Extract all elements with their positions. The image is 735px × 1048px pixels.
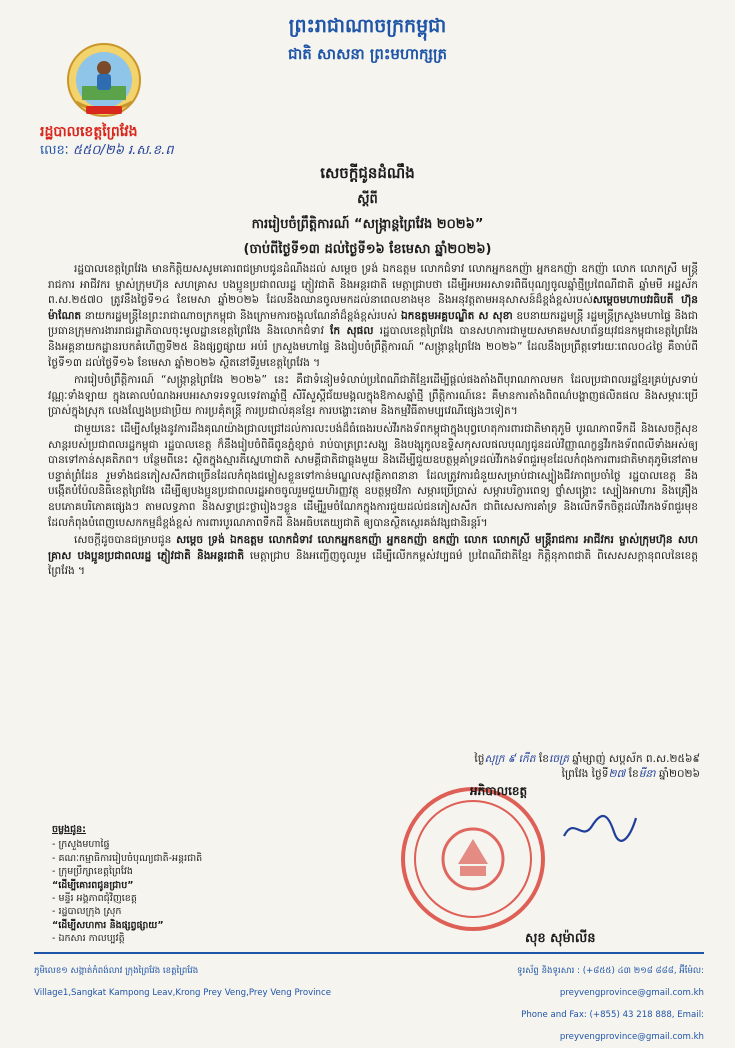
title-notice: សេចក្តីជូនដំណឹង — [320, 164, 415, 182]
cc-heading: ចម្លងជូន: — [52, 824, 86, 835]
solar-day: ២៧ — [608, 768, 626, 780]
date-block — [380, 752, 700, 782]
lunar-prefix: ថ្ងៃ — [474, 753, 485, 765]
cc-item: - គណៈកម្មាធិការរៀបចំបុណ្យជាតិ-អន្តរជាតិ — [52, 852, 203, 864]
document-body — [48, 262, 698, 582]
issuing-organization: រដ្ឋបាលខេត្តព្រៃវែង — [40, 124, 138, 140]
footer-contact — [400, 960, 704, 1048]
reference-prefix: លេខៈ — [40, 143, 69, 158]
p1-text-c: នាយករដ្ឋមន្ត្រីនៃព្រះរាជាណាចក្រកម្ពុជា និងក្រោមការចង្អុលណែនាំដ៏ខ្ពង់ខ្ពស់របស់ — [81, 309, 401, 322]
p1-text-e: ឧបនាយករដ្ឋមន្ត្រី រដ្ឋមន្ត្រីក្រសួងមហាផ្ទៃ និងជាប្រធានក្រុមការងាររាជរដ្ឋាភិបាលចុះមូលដ្ឋានខេត្តព្រៃវែង និងលោកជំទាវ — [48, 309, 698, 338]
reference-value: ៥៥០/២៦ រ.ស.ខ.ព — [72, 143, 174, 158]
reference-number — [40, 142, 173, 161]
solar-month-label: ខែ — [625, 768, 639, 780]
p1-text-a: រដ្ឋបាលខេត្តព្រៃវែង មានកិត្តិយសសូមគោរពជម្រាបជូនដំណឹងដល់ សម្តេច ទ្រង់ ឯកឧត្តម លោកជំទាវ លោកអ្នកឧកញ៉ា អ្នកឧកញ៉ា ឧកញ៉ា លោក លោកស្រី មន្ត្រីរាជការ អាជីវករ ម្ចាស់ក្រុមហ៊ុន សហគ្រាស បងប្អូនប្រជាពលរដ្ឋ ភ្ញៀវជាតិ និងអន្តរជាតិ មេត្តាជ្រាបថា ដើម្បីអបអរសាទរពិធីបុណ្យចូលឆ្នាំថ្មីប្រពៃណីជាតិ ឆ្នាំមមី អដ្ឋស័ក ព.ស.២៥៧០ ត្រូវនឹងថ្ងៃទី១៤ ខែមេសា ឆ្នាំ២០២៦ ដែលនឹងឈានចូលមកដល់នាពេលខាងមុខ និងអនុវត្តតាមអនុសាសន៍ដ៏ខ្ពង់ខ្ពស់របស់ — [48, 263, 698, 307]
provincial-emblem-logo — [62, 40, 146, 120]
footer-address — [34, 960, 331, 1004]
cc-item: - ក្រុមប្រឹក្សាខេត្តព្រៃវែង — [52, 866, 133, 878]
cc-item: - មន្ទីរ អង្គភាពជុំវិញខេត្ត — [52, 893, 137, 905]
cc-list — [52, 823, 202, 946]
lunar-date — [380, 752, 700, 767]
cc-item: - រដ្ឋបាលក្រុង ស្រុក — [52, 906, 122, 918]
footer-divider — [34, 952, 704, 954]
lunar-year: ឆ្នាំម្សាញ់ សប្តស័ក ព.ស.២៥៦៩ — [568, 753, 700, 765]
title-subject: ការរៀបចំព្រឹត្តិការណ៍ “សង្ក្រាន្តព្រៃវែង ២០២៦” — [251, 217, 484, 232]
paragraph-2: ការរៀបចំព្រឹត្តិការណ៍ “សង្ក្រាន្តព្រៃវែង ២០២៦” នេះ គឺជាទំនៀមទំលាប់ប្រពៃណីជាតិខ្មែរដើម្បីផ្តល់ផងតាំងពីបុរាណកាលមក ដែលប្រជាពលរដ្ឋខ្មែរគ្រប់ស្រទាប់វណ្ណៈទាំងឡាយ ក្នុងគោលបំណងអបអរសាទរទទួលទេវតាឆ្នាំថ្មី សិរីសួស្តីជ័យមង្គលក្នុងឱកាសឆ្នាំថ្មី ព្រឹត្តិការណ៍នេះ គឺមានការតាំងពិពណ៌បង្ហាញផលិតផល និងសម្ភារៈប្រើប្រាស់ក្នុងស្រុក លេងល្បែងប្រជាប្រិយ ការប្រគុំតន្ត្រី ការប្រជាល់គុនខ្មែរ ការបង្ហោះគោម និងកម្មវិធីតាមប្បវេណីផ្សេងៗទៀត។ — [48, 374, 698, 418]
paragraph-3: ជាមួយនេះ ដើម្បីសម្តែងនូវការដឹងគុណយ៉ាងជ្រាលជ្រៅដល់ការលះបង់ដ៏ធំធេងរបស់វីរកងទ័ពកម្ពុជាក្នុងបុព្វហេតុការពារជាតិមាតុភូមិ បូរណភាពទឹកដី និងសេចក្តីសុខសាន្តរបស់ប្រជាពលរដ្ឋកម្ពុជា រដ្ឋបាលខេត្ត ក៏នឹងរៀបចំពិធីពូនភ្នំខ្សាច់ រាប់បាត្រព្រះសង្ឃ និងបង្សុកូលឧទ្ទិសកុសលផលបុណ្យជូនដល់វិញ្ញាណក្ខន្ធវីរកងទ័ពពលីទាំងអស់ឲ្យបានទៅកាន់សុគតិភព។ បន្ថែមពីនេះ ស្ថិតក្នុងស្មារតីស្នេហាជាតិ សាមគ្គីជាតិជាធ្លុងមួយ និងដើម្បីជួយឧបត្ថម្ភគាំទ្រដល់វីរកងទ័ពជួរមុខដែលកំពុងការពារជាតិមាតុភូមិនៅតាមបន្ទាត់ព្រំដែន រួមទាំងជនភៀសសឹកជាច្រើនដែលកំពុងជម្លៀសខ្លួនទៅកាន់មណ្ឌលសុវត្ថិភាពនានា ដែលត្រូវការជំនួយសម្រាប់ជាស្បៀងជីវភាពប្រចាំថ្ងៃ រដ្ឋបាលខេត្ត នឹងបង្កើតបំប៉ែលនិធិខេត្តព្រៃវែង ដើម្បីឲ្យបងប្អូនប្រជាពលរដ្ឋអាចចូលរួមជួយហិរញ្ញវត្ថុ ឧបត្ថម្ភថវិកា សម្ភារប្រើប្រាស់ សម្ភារបរិក្ខារពេទ្យ ថ្នាំសង្គ្រោះ ស្បៀងអាហារ និងគ្រឿងឧបភោគបរិភោគផ្សេងៗ តាមលទ្ធភាព និងសទ្ធាជ្រះថ្លារៀងៗខ្លួន ដើម្បីរួមចំណែកក្នុងការជួយដល់ជនភៀសសឹក ជាពិសេសការគាំទ្រ និងលើកទឹកចិត្តដល់វីរកងទ័ពជួរមុខ ដែលកំពុងបំពេញបេសកកម្មដ៏ខ្ពង់ខ្ពស់ ការពារបូរណភាពទឹកដី និងអធិបតេយ្យជាតិ ឲ្យបានស្ថិតស្ថេរគង់វង្សជានិរន្តរ៍។ — [48, 422, 698, 529]
kingdom-name: ព្រះរាជាណាចក្រកម្ពុជា — [288, 15, 447, 37]
document-title — [0, 164, 735, 260]
p1-bold-minister: ឯកឧត្តមអគ្គបណ្ឌិត ស សុខា — [400, 309, 513, 322]
cc-item: “ដើម្បីសហការ និងផ្សព្វផ្សាយ” — [52, 919, 164, 931]
contact-english: Phone and Fax: (+855) 43 218 888, Email: preyvengprovince@gmail.com.kh — [521, 1010, 704, 1042]
cc-item: “ដើម្បីគោរពជូនជ្រាប” — [52, 879, 134, 891]
national-motto: ជាតិ សាសនា ព្រះមហាក្សត្រ — [288, 45, 447, 63]
lunar-day: សុក្រ ៩ កើត — [484, 753, 536, 765]
paragraph-1 — [48, 262, 698, 371]
p1-bold-pm: សម្តេចមហាបវរធិបតី ហ៊ុន ម៉ាណែត — [48, 294, 698, 322]
address-english: Village1,Sangkat Kampong Leav,Krong Prey Veng,Prey Veng Province — [34, 988, 332, 998]
contact-khmer: ទូរស័ព្ទ និងទូរសារ : (+៨៥៥) ៤៣ ២១៨ ៨៨៨, អ៊ីម៉ែល: preyvengprovince@gmail.com.kh — [517, 966, 704, 998]
solar-year: ឆ្នាំ២០២៦ — [655, 768, 700, 780]
title-regarding: ស្តីពី — [357, 192, 378, 207]
p4-text-c: មេត្តាជ្រាប និងអញ្ជើញចូលរួម ដើម្បីលើកកម្ពស់វប្បធម៌ ប្រពៃណីជាតិខ្មែរ កិត្តិនុភាពជាតិ ពិសេសសក្តានុពលនៃខេត្តព្រៃវែង ។ — [48, 549, 698, 578]
lunar-month-label: ខែ — [535, 753, 549, 765]
solar-date — [380, 767, 700, 782]
solar-prefix: ព្រៃវែង ថ្ងៃទី — [561, 768, 609, 780]
signer-title: អភិបាលខេត្ត — [470, 784, 528, 798]
official-red-seal — [398, 784, 548, 934]
title-dates: (ចាប់ពីថ្ងៃទី១៣ ដល់ថ្ងៃទី១៦ ខែមេសា ឆ្នាំ២០២៦) — [243, 242, 492, 257]
lunar-month: ចេត្រ — [548, 753, 569, 765]
signer-name: សុខ សុម៉ាលីន — [525, 931, 596, 946]
address-khmer: ភូមិលេខ១ សង្កាត់កំពង់លាវ ក្រុងព្រៃវែង ខេត្តព្រៃវែង — [34, 966, 199, 976]
p4-bold-addressees: សម្តេច ទ្រង់ ឯកឧត្តម លោកជំទាវ លោកអ្នកឧកញ៉ា អ្នកឧកញ៉ា ឧកញ៉ា លោក លោកស្រី មន្ត្រីរាជការ អាជីវករ ម្ចាស់ក្រុមហ៊ុន សហគ្រាស បងប្អូនប្រជាពលរដ្ឋ ភ្ញៀវជាតិ និងអន្តរជាតិ — [48, 534, 699, 562]
handwritten-signature — [560, 808, 640, 848]
paragraph-4 — [48, 533, 698, 580]
p4-text-a: សេចក្តីដូចបានជម្រាបជូន — [74, 534, 177, 547]
cc-item: - ក្រសួងមហាផ្ទៃ — [52, 839, 110, 851]
cc-item: - ឯកសារ កាលប្បវត្តិ — [52, 933, 125, 945]
solar-month: មីនា — [638, 768, 656, 780]
p1-text-g: រដ្ឋបាលខេត្តព្រៃវែង បានសហការជាមួយសមាគមសហព័ន្ធយុវជនកម្ពុជាខេត្តព្រៃវែង និងអគ្គនាយកដ្ឋានរបកគំហើញទី២៥ និងផ្សព្វផ្សាយ អប់រំ ក្រសួងមហាផ្ទៃ និងរៀបចំព្រឹត្តិការណ៍ “សង្ក្រាន្តព្រៃវែង ២០២៦” ដែលនឹងប្រព្រឹត្តទៅរយៈពេល០៤ថ្ងៃ គឺចាប់ពីថ្ងៃទី១៣ ដល់ថ្ងៃទី១៦ ខែមេសា ឆ្នាំ២០២៦ ស្ថិតនៅទីរួមខេត្តព្រៃវែង ។ — [48, 325, 698, 369]
p1-bold-name: កែ សុផល — [329, 325, 374, 338]
